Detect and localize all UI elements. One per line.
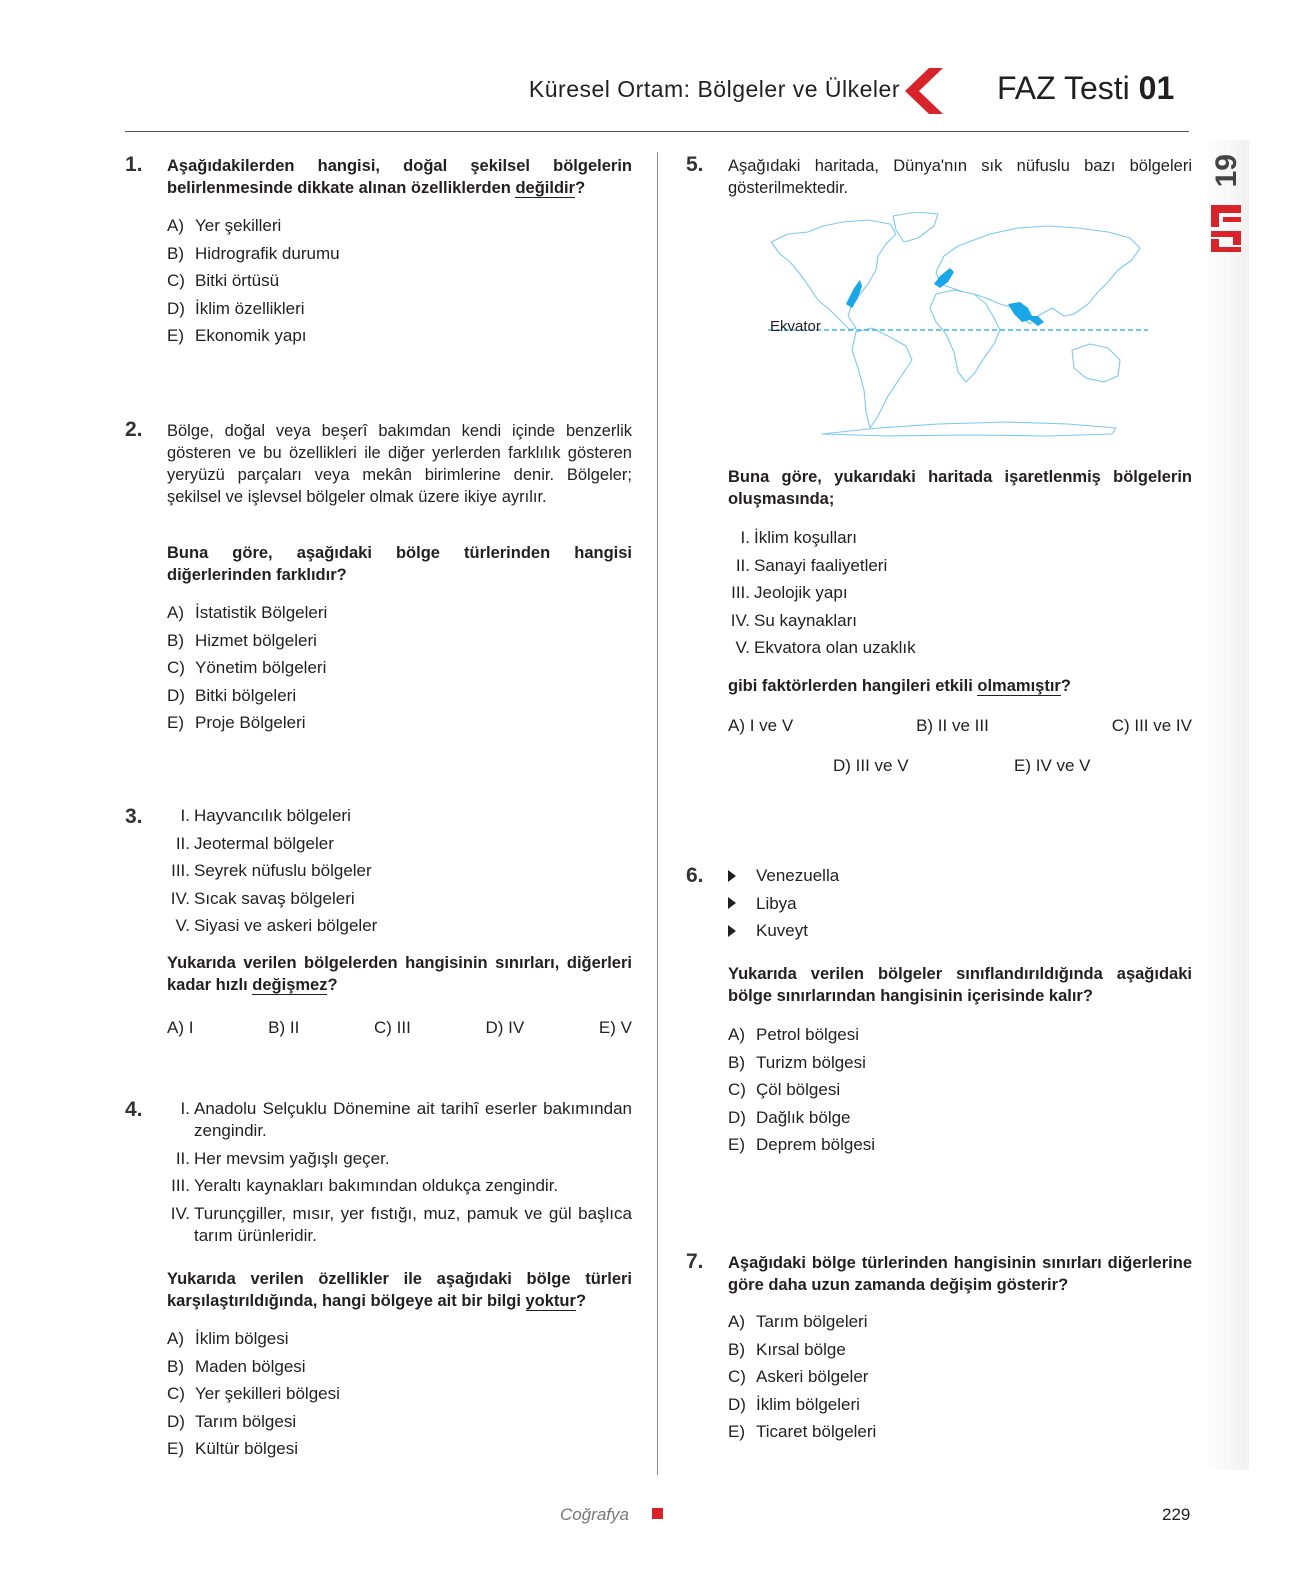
roman-item — [160, 857, 377, 885]
option-d[interactable]: D) III ve V — [833, 756, 909, 775]
roman-numeral: II. — [175, 833, 190, 853]
roman-item-text: Turunçgiller, mısır, yer fıstığı, muz, pamuk ve gül başlıca tarım ürünleridir. — [194, 1203, 632, 1245]
roman-item-text: Hayvancılık bölgeleri — [194, 806, 351, 825]
q4-stem-emphasis: yoktur — [525, 1292, 576, 1310]
option-b[interactable]: B) II ve III — [916, 716, 989, 735]
question-5-stem-2 — [728, 675, 1192, 697]
option-text: Proje Bölgeleri — [195, 713, 306, 732]
option-c[interactable]: C) III — [373, 1018, 411, 1037]
option-a[interactable]: A) I — [167, 1018, 194, 1037]
option-text: Kültür bölgesi — [195, 1439, 299, 1458]
roman-numeral: V. — [175, 916, 190, 935]
roman-numeral: IV. — [730, 610, 750, 630]
question-5-stem: Buna göre, yukarıdaki haritada işaretlenmiş bölgelerin oluşmasında; — [728, 468, 1192, 508]
question-6-number: 6. — [686, 864, 704, 887]
option-letter: D) — [728, 1394, 746, 1414]
question-1-stem — [167, 155, 632, 199]
roman-item — [160, 802, 377, 830]
option-letter: D) — [167, 298, 185, 318]
question-4-items — [160, 1098, 632, 1252]
question-2-paragraph: Bölge, doğal veya beşerî bakımdan kendi içinde benzerlik gösteren ve bu özellikleri ile diğer yerlerden farklılık gösteren yeryüzü parçaları veya mekân birimlerine denir. Bölgeler; şekilsel ve işlevsel bölgeler olmak üzere ikiye ayrılır. — [167, 422, 632, 506]
roman-item — [160, 912, 377, 940]
greenland-outline — [893, 212, 938, 242]
option-letter: A) — [728, 1312, 745, 1331]
roman-numeral: III. — [731, 583, 750, 602]
option-text: Hidrografik durumu — [195, 243, 340, 263]
option-row[interactable] — [167, 599, 327, 627]
triangle-bullet-icon — [728, 925, 736, 937]
question-6-options — [728, 1021, 875, 1159]
question-3-number: 3. — [125, 805, 143, 828]
option-text: Ekonomik yapı — [195, 326, 307, 345]
option-d[interactable]: D) IV — [485, 1018, 525, 1037]
roman-item-text: Sıcak savaş bölgeleri — [194, 888, 355, 908]
q3-stem-end: ? — [327, 976, 338, 994]
bullet-text: Libya — [756, 893, 797, 913]
option-text: Deprem bölgesi — [756, 1135, 876, 1154]
question-5-number: 5. — [686, 153, 704, 176]
option-row[interactable] — [167, 627, 327, 655]
question-5-options-row-1 — [728, 716, 1192, 736]
question-6-stem: Yukarıda verilen bölgeler sınıflandırıldığında aşağıdaki bölge sınırlarından hangisinin içerisinde kalır? — [728, 965, 1192, 1005]
option-letter: B) — [167, 1356, 184, 1376]
page-number: 229 — [1162, 1505, 1191, 1524]
option-b[interactable]: B) II — [268, 1018, 300, 1037]
option-row[interactable] — [728, 1363, 876, 1391]
bullet-item — [726, 917, 839, 945]
question-4-options — [167, 1325, 340, 1463]
option-e[interactable]: E) IV ve V — [1014, 756, 1091, 775]
option-letter: A) — [167, 216, 184, 235]
equator-label: Ekvator — [770, 318, 821, 335]
roman-item — [160, 830, 377, 858]
roman-item — [720, 524, 916, 552]
option-row[interactable] — [728, 1131, 875, 1159]
roman-item — [720, 552, 916, 580]
column-divider — [657, 152, 658, 1475]
roman-item-text: Siyasi ve askeri bölgeler — [194, 916, 378, 935]
option-letter: C) — [167, 271, 185, 290]
question-2-stem: Buna göre, aşağıdaki bölge türlerinden hangisi diğerlerinden farklıdır? — [167, 544, 632, 584]
option-text: Tarım bölgesi — [195, 1411, 297, 1431]
roman-numeral: I. — [740, 528, 750, 547]
question-3-items — [160, 802, 377, 940]
bullet-item — [726, 862, 839, 890]
q1-stem-end: ? — [575, 179, 586, 197]
option-row[interactable] — [167, 654, 327, 682]
option-c[interactable]: C) III ve IV — [1111, 716, 1192, 735]
roman-numeral: I. — [180, 806, 190, 825]
q1-stem-emphasis: değildir — [515, 179, 576, 197]
test-number: 01 — [1138, 70, 1175, 106]
option-text: Maden bölgesi — [195, 1356, 306, 1376]
chapter-title: Küresel Ortam: Bölgeler ve Ülkeler — [528, 76, 900, 102]
option-text: İklim bölgeleri — [756, 1394, 860, 1414]
option-text: İstatistik Bölgeleri — [195, 603, 328, 622]
option-text: Yer şekilleri — [195, 216, 282, 235]
question-6-bullets — [726, 862, 839, 945]
option-text: Petrol bölgesi — [756, 1025, 860, 1044]
roman-item — [720, 607, 916, 635]
option-text: Yönetim bölgeleri — [195, 658, 327, 677]
option-letter: B) — [728, 1339, 745, 1359]
option-letter: B) — [167, 243, 184, 263]
option-letter: D) — [167, 685, 185, 705]
option-text: Kırsal bölge — [756, 1339, 846, 1359]
roman-item — [720, 634, 916, 662]
option-letter: B) — [167, 630, 184, 650]
q1-stem-text: Aşağıdakilerden hangisi, doğal şekilsel bölgelerin belirlenmesinde dikkate alınan özelliklerden — [167, 157, 632, 197]
q5-stem2-emphasis: olmamıştır — [977, 677, 1061, 695]
test-label: FAZ Testi — [997, 70, 1130, 106]
option-letter: C) — [167, 1384, 185, 1403]
chevron-left-icon — [905, 68, 943, 114]
bullet-item — [726, 890, 839, 918]
option-row[interactable] — [167, 1380, 340, 1408]
option-row[interactable] — [167, 1325, 340, 1353]
roman-numeral: I. — [180, 1099, 190, 1118]
option-row[interactable] — [728, 1049, 875, 1077]
question-3-stem — [167, 952, 632, 996]
q5-stem2-end: ? — [1060, 677, 1071, 695]
question-2-number: 2. — [125, 418, 143, 441]
roman-item-text: İklim koşulları — [754, 528, 857, 547]
option-row[interactable] — [167, 322, 340, 350]
roman-item — [160, 1203, 632, 1247]
south-america-outline — [852, 328, 912, 428]
option-letter: A) — [167, 1329, 184, 1348]
question-7-number: 7. — [686, 1250, 704, 1273]
option-text: Dağlık bölge — [756, 1107, 851, 1127]
north-america-outline — [771, 220, 896, 330]
roman-item — [160, 1148, 632, 1170]
triangle-bullet-icon — [728, 897, 736, 909]
question-7-stem: Aşağıdaki bölge türlerinden hangisinin sınırları diğerlerine göre daha uzun zamanda değişim gösterir? — [728, 1254, 1192, 1294]
option-row[interactable] — [167, 267, 340, 295]
roman-numeral: III. — [171, 861, 190, 880]
faz-logo — [1208, 203, 1244, 253]
option-row[interactable] — [728, 1021, 875, 1049]
option-row[interactable] — [167, 240, 340, 268]
australia-outline — [1072, 344, 1120, 382]
option-text: Yer şekilleri bölgesi — [195, 1384, 340, 1403]
option-text: Tarım bölgeleri — [756, 1312, 868, 1331]
question-5-items — [720, 524, 916, 662]
option-text: Bitki bölgeleri — [195, 685, 297, 705]
question-5-intro: Aşağıdaki haritada, Dünya'nın sık nüfuslu bazı bölgeleri gösterilmektedir. — [728, 157, 1192, 197]
roman-item-text: Jeolojik yapı — [754, 583, 848, 602]
header-divider — [125, 131, 1189, 132]
roman-numeral: IV. — [170, 888, 190, 908]
option-letter: C) — [728, 1080, 746, 1099]
roman-item-text: Her mevsim yağışlı geçer. — [194, 1148, 390, 1168]
option-row[interactable] — [728, 1308, 876, 1336]
option-text: Bitki örtüsü — [195, 271, 280, 290]
roman-numeral: III. — [171, 1176, 190, 1195]
question-3-options — [167, 1018, 632, 1038]
roman-item-text: Su kaynakları — [754, 610, 857, 630]
option-row[interactable] — [728, 1391, 876, 1419]
roman-numeral: II. — [175, 1148, 190, 1168]
option-e[interactable]: E) V — [598, 1018, 632, 1037]
option-row[interactable] — [167, 212, 340, 240]
side-tab — [1203, 140, 1249, 1470]
triangle-bullet-icon — [728, 870, 736, 882]
roman-numeral: V. — [735, 638, 750, 657]
roman-item — [160, 1175, 632, 1197]
question-4-stem — [167, 1268, 632, 1312]
option-row[interactable] — [167, 1408, 340, 1436]
roman-item — [720, 579, 916, 607]
option-text: Turizm bölgesi — [756, 1052, 866, 1072]
option-letter: B) — [728, 1052, 745, 1072]
option-row[interactable] — [728, 1418, 876, 1446]
question-1-number: 1. — [125, 153, 143, 176]
option-text: Çöl bölgesi — [756, 1080, 841, 1099]
option-row[interactable] — [728, 1076, 875, 1104]
q3-stem-text: Yukarıda verilen bölgelerden hangisinin sınırları, diğerleri kadar hızlı — [167, 954, 632, 994]
question-1-options — [167, 212, 340, 350]
option-row[interactable] — [167, 1353, 340, 1381]
roman-item — [160, 885, 377, 913]
option-text: İklim özellikleri — [195, 298, 305, 318]
option-row[interactable] — [167, 295, 340, 323]
antarctica-outline — [822, 422, 1116, 436]
option-row[interactable] — [728, 1336, 876, 1364]
roman-item-text: Anadolu Selçuklu Dönemine ait tarihî eserler bakımından zengindir. — [194, 1099, 632, 1140]
footer-subject: Coğrafya — [560, 1505, 629, 1524]
question-2-options — [167, 599, 327, 737]
option-letter: C) — [728, 1367, 746, 1386]
option-row[interactable] — [167, 682, 327, 710]
q4-stem-end: ? — [575, 1292, 587, 1310]
option-a[interactable]: A) I ve V — [728, 716, 794, 735]
test-title — [997, 70, 1174, 107]
option-letter: E) — [728, 1422, 745, 1441]
option-letter: D) — [728, 1107, 746, 1127]
option-row[interactable] — [167, 709, 327, 737]
roman-item-text: Seyrek nüfuslu bölgeler — [194, 861, 372, 880]
option-letter: E) — [167, 713, 184, 732]
world-map — [768, 212, 1158, 444]
question-7-options — [728, 1308, 876, 1446]
roman-numeral: II. — [735, 555, 750, 575]
option-letter: A) — [728, 1025, 745, 1044]
option-letter: E) — [728, 1135, 745, 1154]
option-letter: E) — [167, 1439, 184, 1458]
option-letter: C) — [167, 658, 185, 677]
option-row[interactable] — [728, 1104, 875, 1132]
option-text: Askeri bölgeler — [756, 1367, 869, 1386]
roman-item-text: Jeotermal bölgeler — [194, 833, 334, 853]
q4-stem-text: Yukarıda verilen özellikler ile aşağıdaki bölge türleri karşılaştırıldığında, hangi bölgeye ait bir bilgi — [167, 1270, 632, 1310]
roman-item-text: Ekvatora olan uzaklık — [754, 638, 916, 657]
option-text: Hizmet bölgeleri — [195, 630, 317, 650]
roman-item-text: Sanayi faaliyetleri — [754, 555, 888, 575]
option-letter: A) — [167, 603, 184, 622]
option-text: İklim bölgesi — [195, 1329, 289, 1348]
question-4-number: 4. — [125, 1098, 143, 1121]
bullet-text: Venezuella — [756, 866, 840, 885]
q5-stem2-text: gibi faktörlerden hangileri etkili — [728, 677, 978, 695]
option-row[interactable] — [167, 1435, 340, 1463]
bullet-text: Kuveyt — [756, 921, 808, 940]
footer-square-icon — [652, 1508, 663, 1519]
roman-item — [160, 1098, 632, 1142]
option-text: Ticaret bölgeleri — [756, 1422, 877, 1441]
option-letter: D) — [167, 1411, 185, 1431]
roman-item-text: Yeraltı kaynakları bakımından oldukça zengindir. — [194, 1176, 559, 1195]
option-letter: E) — [167, 326, 184, 345]
q3-stem-emphasis: değişmez — [252, 976, 328, 994]
side-tab-number: 19 — [1210, 154, 1243, 188]
roman-numeral: IV. — [170, 1203, 190, 1223]
africa-outline — [930, 290, 1000, 382]
